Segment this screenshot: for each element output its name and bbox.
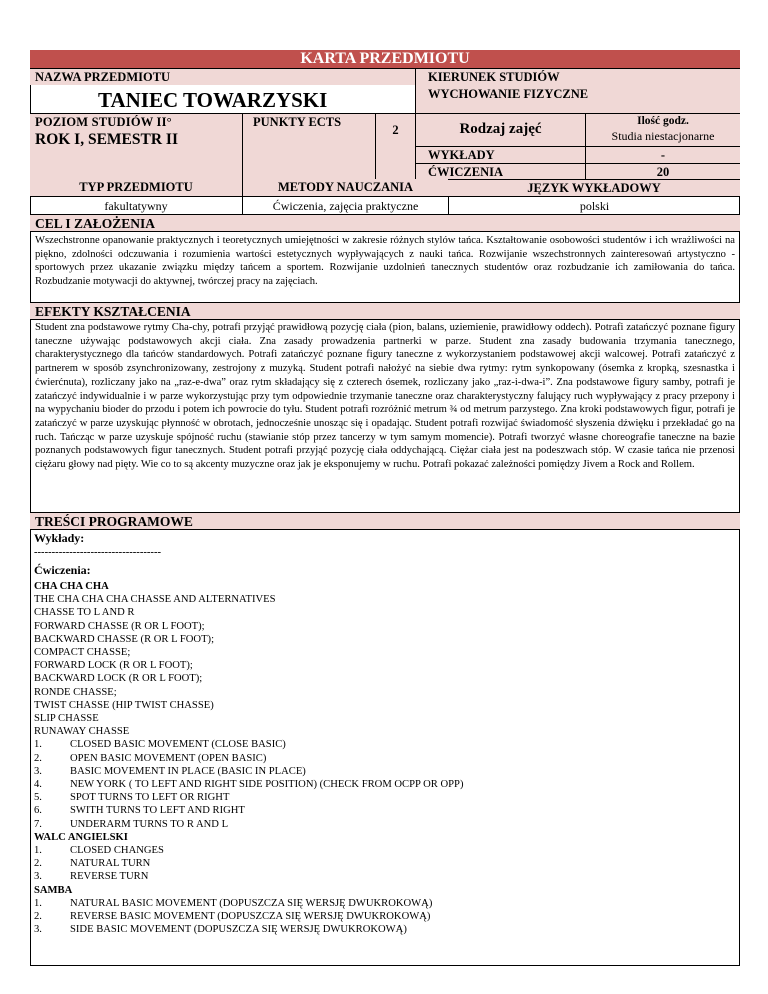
walc-heading: WALC ANGIELSKI	[34, 831, 128, 843]
effects-body	[30, 319, 740, 512]
program-line: BACKWARD LOCK (R OR L FOOT);	[34, 673, 203, 685]
direction-label: KIERUNEK STUDIÓW	[428, 70, 560, 84]
cha-numbered-list	[34, 738, 736, 830]
study-mode: Studia niestacjonarne	[611, 129, 715, 143]
program-numbered-item	[34, 791, 736, 804]
ects-label-cell	[242, 113, 375, 179]
goals-label: CEL I ZAŁOŻENIA	[35, 216, 156, 231]
program-line: FORWARD CHASSE (R OR L FOOT);	[34, 620, 205, 632]
item-text: CLOSED CHANGES	[70, 845, 164, 857]
effects-header	[30, 302, 740, 319]
program-line: THE CHA CHA CHA CHASSE AND ALTERNATIVES	[34, 594, 276, 606]
direction-cell	[415, 68, 740, 113]
program-numbered-item	[34, 870, 736, 883]
title-bar	[30, 50, 740, 68]
program-line: SLIP CHASSE	[34, 713, 99, 725]
lectures-hours: -	[660, 148, 666, 162]
item-number: 1.	[34, 897, 42, 909]
program-numbered-item	[34, 765, 736, 778]
item-text: OPEN BASIC MOVEMENT (OPEN BASIC)	[70, 752, 267, 764]
program-line: COMPACT CHASSE;	[34, 647, 131, 659]
item-number: 1.	[34, 845, 42, 857]
cha-lines	[34, 593, 736, 738]
item-text: SPOT TURNS TO LEFT OR RIGHT	[70, 792, 230, 804]
item-text: SWITH TURNS TO LEFT AND RIGHT	[70, 805, 245, 817]
item-number: 2.	[34, 911, 42, 923]
program-line: RUNAWAY CHASSE	[34, 726, 130, 738]
language-value: polski	[579, 199, 610, 213]
program-numbered-item	[34, 752, 736, 765]
program-line: RONDE CHASSE;	[34, 686, 117, 698]
walc-numbered-list	[34, 844, 736, 884]
item-number: 6.	[34, 805, 42, 817]
goals-header	[30, 214, 740, 231]
program-numbered-item	[34, 818, 736, 831]
exercises-heading: Ćwiczenia:	[34, 563, 91, 577]
year-semester: ROK I, SEMESTR II	[35, 131, 178, 148]
subject-name-label: NAZWA PRZEDMIOTU	[35, 70, 171, 84]
program-numbered-item	[34, 738, 736, 751]
item-text: REVERSE BASIC MOVEMENT (DOPUSZCZA SIĘ WERSJĘ DWUKROKOWĄ)	[70, 911, 431, 923]
ects-label: PUNKTY ECTS	[253, 115, 342, 129]
item-number: 3.	[34, 765, 42, 777]
type-label-cell	[30, 179, 242, 196]
content-header	[30, 512, 740, 529]
samba-numbered-list	[34, 897, 736, 937]
ects-value: 2	[392, 123, 399, 137]
program-line: BACKWARD CHASSE (R OR L FOOT);	[34, 633, 215, 645]
class-type-cell	[415, 113, 585, 146]
level-label: POZIOM STUDIÓW II°	[35, 115, 172, 129]
language-label: JĘZYK WYKŁADOWY	[527, 181, 661, 195]
samba-heading: SAMBA	[34, 884, 73, 896]
program-numbered-item	[34, 804, 736, 817]
methods-label: METODY NAUCZANIA	[277, 180, 414, 194]
subject-name-cell	[30, 85, 415, 113]
level-cell	[30, 113, 242, 179]
effects-label: EFEKTY KSZTAŁCENIA	[35, 304, 191, 319]
goals-body	[30, 231, 740, 302]
exercises-label-cell	[415, 163, 585, 179]
item-number: 3.	[34, 871, 42, 883]
item-text: NATURAL TURN	[70, 858, 151, 870]
item-text: NEW YORK ( TO LEFT AND RIGHT SIDE POSITION) (CHECK FROM OCPP OR OPP)	[70, 779, 464, 791]
item-text: CLOSED BASIC MOVEMENT (CLOSE BASIC)	[70, 739, 286, 751]
ects-value-cell	[375, 113, 415, 179]
direction-value: WYCHOWANIE FIZYCZNE	[428, 87, 589, 101]
type-value: fakultatywny	[104, 199, 168, 213]
lectures-label: WYKŁADY	[428, 148, 495, 162]
item-number: 5.	[34, 792, 42, 804]
program-numbered-item	[34, 857, 736, 870]
program-numbered-item	[34, 778, 736, 791]
item-text: NATURAL BASIC MOVEMENT (DOPUSZCZA SIĘ WERSJĘ DWUKROKOWĄ)	[70, 897, 433, 909]
language-value-cell	[448, 196, 740, 214]
lectures-heading: Wykłady:	[34, 531, 85, 545]
lectures-dashes: ------------------------------------	[34, 547, 162, 558]
methods-value-cell	[242, 196, 448, 214]
class-type-label: Rodzaj zajęć	[459, 121, 542, 137]
methods-value: Ćwiczenia, zajęcia praktyczne	[272, 199, 419, 213]
lectures-hours-cell	[585, 146, 740, 163]
item-text: UNDERARM TURNS TO R AND L	[70, 818, 229, 830]
item-number: 4.	[34, 779, 42, 791]
exercises-hours-cell	[585, 163, 740, 179]
subject-name-label-cell	[30, 68, 415, 85]
item-number: 2.	[34, 858, 42, 870]
type-label: TYP PRZEDMIOTU	[79, 180, 193, 194]
item-text: REVERSE TURN	[70, 871, 149, 883]
program-numbered-item	[34, 844, 736, 857]
hours-label: Ilość godz.	[637, 115, 689, 127]
item-number: 1.	[34, 739, 42, 751]
item-text: BASIC MOVEMENT IN PLACE (BASIC IN PLACE)	[70, 765, 306, 777]
program-numbered-item	[34, 923, 736, 936]
program-list	[30, 531, 740, 936]
hours-cell	[585, 113, 740, 146]
goals-text: Wszechstronne opanowanie praktycznych i teoretycznych umiejętności w zakresie różnych stylów tańca. Kształtowanie osobowości studentów i ich wrażliwości na piękno, zdolności odczuwania i rozumienia wartości estetycznych wypływających z nauki tańca. Rozwijanie wszechstronnych zainteresowań artystyczno - sportowych przez ukazanie związku między tańcem a sportem. Rozwijanie uzdolnień tanecznych studentów oraz rozbudzanie ich zamiłowania do tańca. Rozbudzanie motywacji do aktywnej, twórczej pracy na zajęciach.	[35, 235, 735, 288]
card-title: KARTA PRZEDMIOTU	[300, 50, 470, 67]
program-numbered-item	[34, 897, 736, 910]
effects-text: Student zna podstawowe rytmy Cha-chy, potrafi przyjąć prawidłową pozycję ciała (pion, balans, uziemienie, prawidłowy oddech). Potrafi zatańczyć poznane figury taneczne używając podstawowych akcji ciała. Zna zasady prowadzenia partnerki w parze. Student zna zasady budowania trzymania tanecznego, charakterystycznego dla tańców standardowych. Potrafi zatańczyć poznane figury taneczne z wykorzystaniem podstawowej akcji walcowej. Potrafi zatańczyć z partnerem w sposób zsynchronizowany, zestrojony z muzyką. Student potrafi nałożyć na siebie dwa rytmy: rytm synkopowany (ósemka z kropką, szesnastka i ćwierćnuta), rozliczany jako na „raz-e-dwa” oraz rytm składający się z czterech ósemek, rozliczany jako „raz-i-dwa-i”. Zna podstawowe figury samby, potrafi je zatańczyć indywidualnie i w parze wykorzystując przy tym odpowiednie trzymanie taneczne oraz charakterystyczny falujący ruch wypływający z pracy przepony i na wypychaniu bioder do przodu i potem ich powrocie do tyłu. Student potrafi rozróżnić metrum ¾ od metrum parzystego. Zna kroki podstawowych figur, potrafi je zatańczyć w parze uzyskując płynność w obrotach, jednocześnie unosząc się i opadając. Student potrafi rozwijać świadomość słyszenia dźwięku i przekładać go na ruch. Tańcząc w parze uzyskuje spójność ruchu (stawianie stóp przez tancerzy w tym samym momencie). Potrafi tworzyć własne choreografie taneczne na bazie poznanych podstawowych figur tanecznych. Student potrafi przyjąć pozycję ciała oddychającą. Ciężar ciała jest na podeszwach stóp. W czasie tańca nie przenosi ciężaru głowy nad pięty. Wie co to są akcenty muzyczne oraz jak je eksponujemy w ruchu. Potrafi pokazać zależności pomiędzy Jivem a Rock and Rollem.	[35, 322, 735, 471]
subject-name: TANIEC TOWARZYSKI	[98, 88, 328, 112]
type-value-cell	[30, 196, 242, 214]
item-number: 3.	[34, 924, 42, 936]
lectures-label-cell	[415, 146, 585, 163]
exercises-label: ĆWICZENIA	[428, 165, 504, 179]
cha-heading: CHA CHA CHA	[34, 581, 109, 592]
program-numbered-item	[34, 910, 736, 923]
program-line: FORWARD LOCK (R OR L FOOT);	[34, 660, 193, 672]
language-label-cell	[448, 179, 740, 196]
exercises-hours: 20	[656, 165, 670, 179]
program-line: CHASSE TO L AND R	[34, 607, 135, 619]
methods-label-cell	[242, 179, 448, 196]
program-line: TWIST CHASSE (HIP TWIST CHASSE)	[34, 699, 214, 711]
item-number: 7.	[34, 818, 42, 830]
item-text: SIDE BASIC MOVEMENT (DOPUSZCZA SIĘ WERSJĘ DWUKROKOWĄ)	[70, 924, 407, 936]
content-label: TREŚCI PROGRAMOWE	[35, 514, 193, 529]
item-number: 2.	[34, 752, 42, 764]
content-body	[30, 529, 740, 966]
